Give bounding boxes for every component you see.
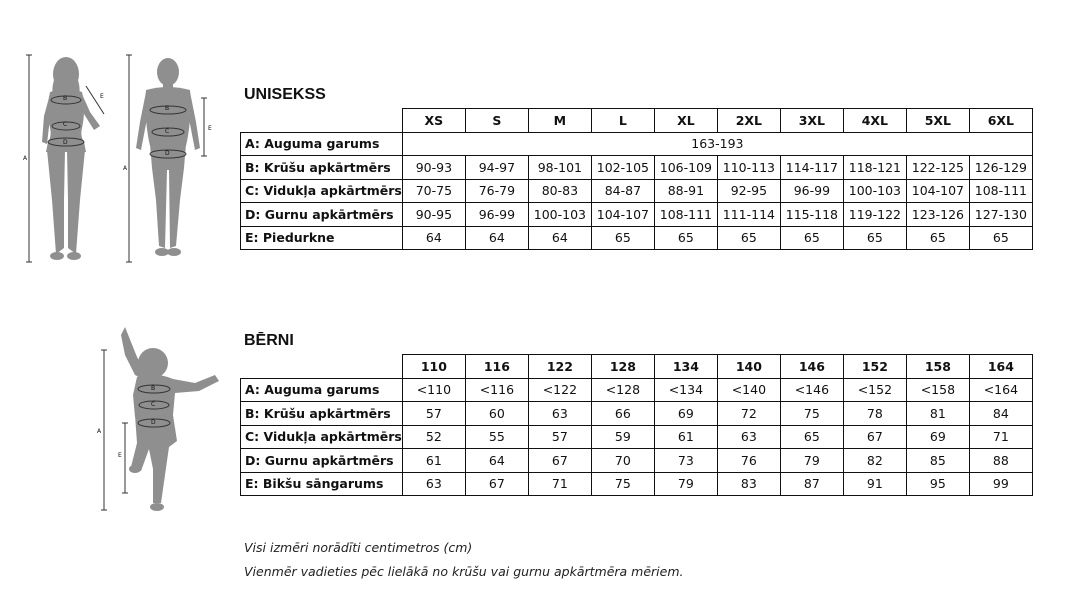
- kids-value-cell: 87: [780, 472, 843, 496]
- unisex-title: UNISEKSS: [244, 86, 326, 103]
- unisex-value-cell: 65: [906, 226, 969, 250]
- kids-value-cell: 57: [402, 402, 465, 426]
- kids-size-header: 140: [717, 355, 780, 379]
- unisex-value-cell: 114-117: [780, 156, 843, 180]
- kids-row-label: E: Bikšu sāngarums: [241, 472, 403, 496]
- unisex-size-header: S: [465, 109, 528, 133]
- unisex-height-value: 163-193: [402, 132, 1032, 156]
- man-label-c: C: [165, 128, 170, 135]
- unisex-value-cell: 108-111: [654, 203, 717, 227]
- unisex-value-cell: 65: [843, 226, 906, 250]
- kids-size-table: [240, 354, 1033, 496]
- unisex-size-header: XL: [654, 109, 717, 133]
- kids-value-cell: 81: [906, 402, 969, 426]
- kids-value-cell: 61: [654, 425, 717, 449]
- kids-value-cell: <146: [780, 378, 843, 402]
- kids-value-cell: <158: [906, 378, 969, 402]
- kids-size-header: 134: [654, 355, 717, 379]
- kids-value-cell: 63: [402, 472, 465, 496]
- kids-corner-cell: [241, 355, 403, 379]
- kids-value-cell: <116: [465, 378, 528, 402]
- unisex-value-cell: 64: [528, 226, 591, 250]
- unisex-size-header: M: [528, 109, 591, 133]
- kids-value-cell: 78: [843, 402, 906, 426]
- kids-measure-row: [241, 378, 1033, 402]
- kids-value-cell: 88: [969, 449, 1032, 473]
- unisex-value-cell: 108-111: [969, 179, 1032, 203]
- unisex-value-cell: 65: [780, 226, 843, 250]
- kids-value-cell: 52: [402, 425, 465, 449]
- unisex-size-header: 4XL: [843, 109, 906, 133]
- kids-value-cell: <152: [843, 378, 906, 402]
- unisex-value-cell: 106-109: [654, 156, 717, 180]
- unisex-value-cell: 119-122: [843, 203, 906, 227]
- kids-value-cell: 79: [654, 472, 717, 496]
- woman-measurement-figure: [20, 50, 115, 268]
- unisex-value-cell: 90-93: [402, 156, 465, 180]
- unisex-value-cell: 76-79: [465, 179, 528, 203]
- note-units: Visi izmēri norādīti centimetros (cm): [244, 540, 473, 555]
- child-measurement-figure: [95, 325, 225, 515]
- unisex-value-cell: 94-97: [465, 156, 528, 180]
- man-label-a: A: [123, 165, 128, 172]
- unisex-value-cell: 70-75: [402, 179, 465, 203]
- kids-value-cell: 71: [969, 425, 1032, 449]
- kids-size-header: 152: [843, 355, 906, 379]
- kids-value-cell: 65: [780, 425, 843, 449]
- kids-value-cell: 75: [780, 402, 843, 426]
- kids-value-cell: 95: [906, 472, 969, 496]
- kids-size-header: 158: [906, 355, 969, 379]
- kids-value-cell: 70: [591, 449, 654, 473]
- kids-size-header: 116: [465, 355, 528, 379]
- child-label-b: B: [151, 385, 156, 392]
- child-label-d: D: [151, 419, 156, 426]
- kids-value-cell: 82: [843, 449, 906, 473]
- unisex-measure-row: [241, 156, 1033, 180]
- child-label-c: C: [151, 401, 156, 408]
- unisex-value-cell: 122-125: [906, 156, 969, 180]
- kids-value-cell: 55: [465, 425, 528, 449]
- unisex-value-cell: 84-87: [591, 179, 654, 203]
- unisex-size-header: XS: [402, 109, 465, 133]
- kids-value-cell: 73: [654, 449, 717, 473]
- woman-label-c: C: [63, 121, 68, 128]
- kids-value-cell: 83: [717, 472, 780, 496]
- kids-measure-row: [241, 425, 1033, 449]
- unisex-value-cell: 104-107: [906, 179, 969, 203]
- unisex-value-cell: 110-113: [717, 156, 780, 180]
- woman-label-d: D: [63, 139, 68, 146]
- unisex-value-cell: 123-126: [906, 203, 969, 227]
- unisex-value-cell: 88-91: [654, 179, 717, 203]
- unisex-size-header: 3XL: [780, 109, 843, 133]
- kids-value-cell: 75: [591, 472, 654, 496]
- unisex-size-header: 5XL: [906, 109, 969, 133]
- unisex-corner-cell: [241, 109, 403, 133]
- unisex-size-header: 2XL: [717, 109, 780, 133]
- unisex-value-cell: 104-107: [591, 203, 654, 227]
- child-label-e: E: [118, 452, 122, 459]
- unisex-height-row: [241, 132, 1033, 156]
- kids-row-label: D: Gurnu apkārtmērs: [241, 449, 403, 473]
- man-label-e: E: [208, 125, 212, 132]
- kids-value-cell: 67: [528, 449, 591, 473]
- kids-value-cell: 71: [528, 472, 591, 496]
- unisex-value-cell: 80-83: [528, 179, 591, 203]
- unisex-row-label: E: Piedurkne: [241, 226, 403, 250]
- man-label-b: B: [165, 105, 170, 112]
- unisex-measure-row: [241, 179, 1033, 203]
- kids-title: BĒRNI: [244, 332, 294, 349]
- unisex-size-header: 6XL: [969, 109, 1032, 133]
- unisex-value-cell: 98-101: [528, 156, 591, 180]
- unisex-value-cell: 115-118: [780, 203, 843, 227]
- unisex-row-label: C: Vidukļa apkārtmērs: [241, 179, 403, 203]
- kids-value-cell: 60: [465, 402, 528, 426]
- kids-size-header: 146: [780, 355, 843, 379]
- unisex-measure-row: [241, 203, 1033, 227]
- unisex-row-label: D: Gurnu apkārtmērs: [241, 203, 403, 227]
- kids-value-cell: <128: [591, 378, 654, 402]
- unisex-value-cell: 92-95: [717, 179, 780, 203]
- unisex-value-cell: 96-99: [465, 203, 528, 227]
- kids-value-cell: 59: [591, 425, 654, 449]
- kids-value-cell: <122: [528, 378, 591, 402]
- kids-value-cell: 85: [906, 449, 969, 473]
- kids-value-cell: 64: [465, 449, 528, 473]
- kids-value-cell: 76: [717, 449, 780, 473]
- kids-value-cell: <140: [717, 378, 780, 402]
- unisex-header-row: [241, 109, 1033, 133]
- kids-value-cell: 63: [528, 402, 591, 426]
- unisex-row-label: B: Krūšu apkārtmērs: [241, 156, 403, 180]
- kids-value-cell: 99: [969, 472, 1032, 496]
- kids-value-cell: 69: [906, 425, 969, 449]
- kids-value-cell: 69: [654, 402, 717, 426]
- unisex-value-cell: 64: [402, 226, 465, 250]
- kids-value-cell: <164: [969, 378, 1032, 402]
- kids-size-header: 164: [969, 355, 1032, 379]
- unisex-value-cell: 64: [465, 226, 528, 250]
- kids-value-cell: <134: [654, 378, 717, 402]
- unisex-value-cell: 111-114: [717, 203, 780, 227]
- kids-size-header: 122: [528, 355, 591, 379]
- kids-size-header: 128: [591, 355, 654, 379]
- child-label-a: A: [97, 428, 102, 435]
- kids-row-label: A: Auguma garums: [241, 378, 403, 402]
- kids-measure-row: [241, 449, 1033, 473]
- kids-value-cell: 84: [969, 402, 1032, 426]
- note-guidance: Vienmēr vadieties pēc lielākā no krūšu vai gurnu apkārtmēra mēriem.: [244, 564, 684, 579]
- kids-value-cell: 67: [843, 425, 906, 449]
- man-measurement-figure: [120, 50, 215, 268]
- woman-label-a: A: [23, 155, 28, 162]
- kids-value-cell: 63: [717, 425, 780, 449]
- unisex-size-header: L: [591, 109, 654, 133]
- kids-value-cell: 91: [843, 472, 906, 496]
- kids-header-row: [241, 355, 1033, 379]
- kids-value-cell: 61: [402, 449, 465, 473]
- unisex-value-cell: 127-130: [969, 203, 1032, 227]
- unisex-value-cell: 118-121: [843, 156, 906, 180]
- man-label-d: D: [165, 150, 170, 157]
- kids-size-header: 110: [402, 355, 465, 379]
- kids-value-cell: <110: [402, 378, 465, 402]
- unisex-measure-row: [241, 226, 1033, 250]
- kids-measure-row: [241, 472, 1033, 496]
- unisex-value-cell: 65: [717, 226, 780, 250]
- kids-measure-row: [241, 402, 1033, 426]
- unisex-value-cell: 126-129: [969, 156, 1032, 180]
- woman-label-e: E: [100, 93, 104, 100]
- woman-label-b: B: [63, 95, 68, 102]
- unisex-value-cell: 65: [969, 226, 1032, 250]
- kids-value-cell: 57: [528, 425, 591, 449]
- unisex-value-cell: 65: [591, 226, 654, 250]
- kids-value-cell: 79: [780, 449, 843, 473]
- unisex-size-table: [240, 108, 1033, 250]
- unisex-value-cell: 102-105: [591, 156, 654, 180]
- kids-value-cell: 67: [465, 472, 528, 496]
- unisex-height-label: A: Auguma garums: [241, 132, 403, 156]
- unisex-value-cell: 100-103: [528, 203, 591, 227]
- unisex-value-cell: 96-99: [780, 179, 843, 203]
- kids-value-cell: 72: [717, 402, 780, 426]
- kids-row-label: C: Vidukļa apkārtmērs: [241, 425, 403, 449]
- kids-row-label: B: Krūšu apkārtmērs: [241, 402, 403, 426]
- unisex-value-cell: 65: [654, 226, 717, 250]
- kids-value-cell: 66: [591, 402, 654, 426]
- unisex-value-cell: 100-103: [843, 179, 906, 203]
- unisex-value-cell: 90-95: [402, 203, 465, 227]
